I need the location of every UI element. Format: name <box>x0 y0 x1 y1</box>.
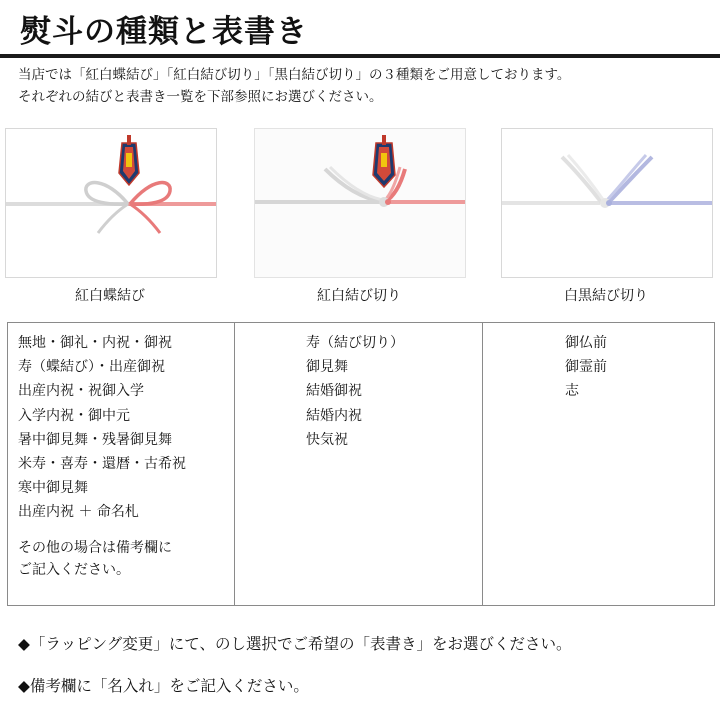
footer-note-wrapping: ◆「ラッピング変更」にて、のし選択でご希望の「表書き」をお選びください。 <box>18 635 572 653</box>
other-note-line-2: ご記入ください。 <box>18 561 130 578</box>
intro-line-1: 当店では「紅白蝶結び」「紅白結び切り」「黒白結び切り」の３種類をご用意しております。 <box>18 67 571 83</box>
list-item: 結婚御祝 <box>306 383 362 400</box>
list-item: 寿（結び切り） <box>306 335 404 351</box>
list-item: 無地・御礼・内祝・御祝 <box>18 335 172 351</box>
title-rule <box>0 54 720 58</box>
list-item: 御仏前 <box>565 335 607 351</box>
caption-black-white-knot: 白黒結び切り <box>564 288 648 304</box>
list-item: 快気祝 <box>306 431 348 448</box>
list-item: 志 <box>565 383 579 400</box>
noshi-card-red-white-bow <box>5 128 217 278</box>
noshi-card-black-white-knot <box>501 128 713 278</box>
footer-note-name: ◆備考欄に「名入れ」をご記入ください。 <box>18 677 309 695</box>
column-black-white-knot <box>565 331 705 613</box>
other-note <box>18 537 233 581</box>
column-red-white-knot <box>306 331 476 613</box>
column-divider <box>234 323 235 605</box>
intro-line-2: それぞれの結びと表書き一覧を下部参照にお選びください。 <box>18 89 383 105</box>
noshi-card-red-white-knot <box>254 128 466 278</box>
list-item: 暑中御見舞・残暑御見舞 <box>18 431 172 448</box>
noshi-ornament-icon <box>373 135 395 187</box>
list-item: 入学内祝・御中元 <box>18 407 130 424</box>
inscription-table <box>7 322 715 606</box>
list-item: 御霊前 <box>565 359 607 376</box>
list-item: 寒中御見舞 <box>18 480 88 497</box>
page-title: 熨斗の種類と表書き <box>20 14 308 50</box>
column-divider <box>482 323 483 605</box>
caption-red-white-bow: 紅白蝶結び <box>75 288 145 304</box>
list-item: 出産内祝 ＋ 命名札 <box>18 504 139 521</box>
title-bar <box>0 0 720 58</box>
list-item: 米寿・喜寿・還暦・古希祝 <box>18 456 186 473</box>
column-red-white-bow <box>18 331 233 613</box>
noshi-red-white-knot-illustration <box>255 129 465 277</box>
noshi-ornament-icon <box>119 135 139 185</box>
list-item: 御見舞 <box>306 359 348 376</box>
noshi-red-white-bow-illustration <box>6 129 216 277</box>
noshi-black-white-knot-illustration <box>502 129 712 277</box>
intro-text <box>18 64 708 108</box>
caption-red-white-knot: 紅白結び切り <box>317 288 401 304</box>
list-item: 出産内祝・祝御入学 <box>18 383 144 400</box>
other-note-line-1: その他の場合は備考欄に <box>18 539 172 556</box>
list-item: 結婚内祝 <box>306 407 362 424</box>
list-item: 寿（蝶結び）・出産御祝 <box>18 359 165 376</box>
